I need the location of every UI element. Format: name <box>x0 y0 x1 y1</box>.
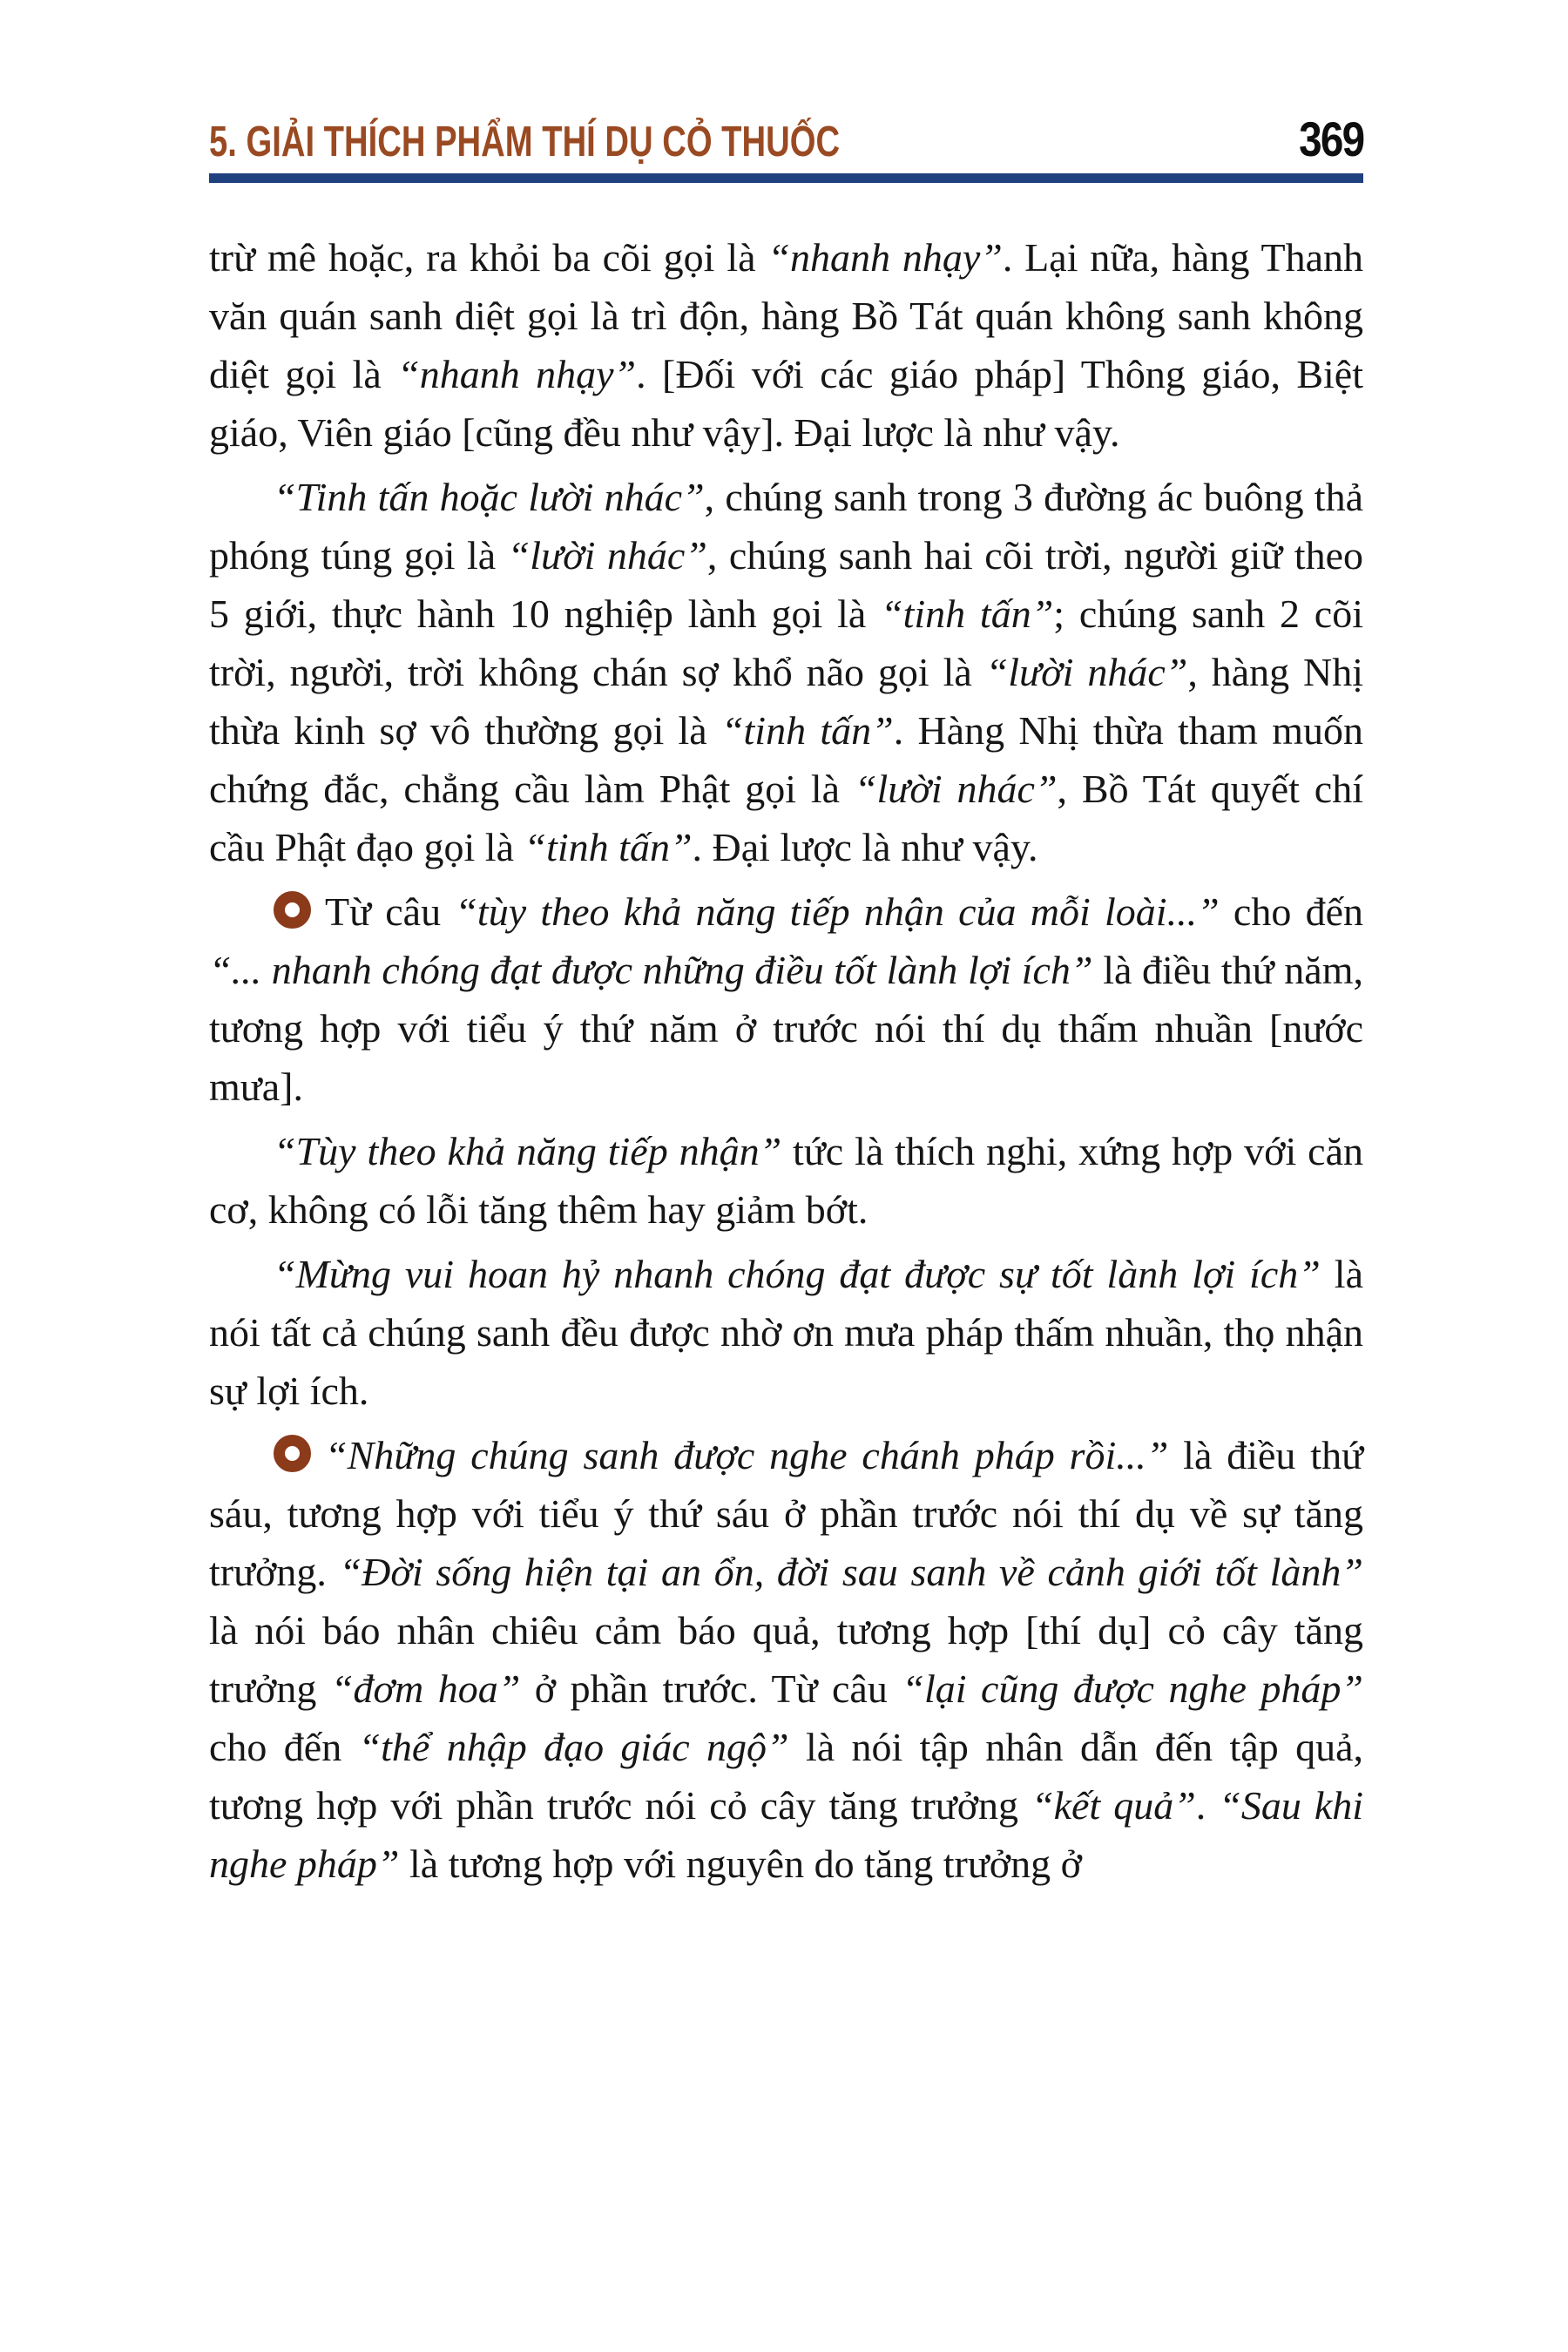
paragraph <box>209 228 1363 462</box>
quoted-italic-text: “lười nhác” <box>507 533 707 578</box>
quoted-italic-text: “tinh tấn” <box>524 825 693 869</box>
quoted-italic-text: “nhanh nhạy” <box>767 235 1003 280</box>
body-run: cho đến <box>1219 889 1363 934</box>
body-run: tức là thích nghi, xứng hợp với căn cơ, không có lỗi tăng thêm hay giảm bớt. <box>209 1129 1364 1232</box>
quoted-italic-text: “Tùy theo khả năng tiếp nhận” <box>274 1129 782 1173</box>
quoted-italic-text: “tinh tấn” <box>881 591 1054 636</box>
ring-bullet-icon <box>274 1435 311 1472</box>
body-run: ; chúng sanh 2 cõi trời, người, trời không chán sợ khổ não gọi là <box>209 591 1363 694</box>
page-number: 369 <box>1298 112 1363 166</box>
quoted-italic-text: “Đời sống hiện tại an ổn, đời sau sanh về cảnh giới tốt lành” <box>339 1550 1363 1594</box>
quoted-italic-text: “Tinh tấn hoặc lười nhác” <box>274 475 705 519</box>
body-run: cho đến <box>209 1725 359 1769</box>
page-header <box>209 113 1363 167</box>
body-run: là điều thứ năm, tương hợp với tiểu ý thứ năm ở trước nói thí dụ thấm nhuần [nước mưa]. <box>209 948 1364 1109</box>
quoted-italic-text: “lười nhác” <box>854 767 1058 811</box>
quoted-italic-text: “tinh tấn” <box>720 708 894 753</box>
quoted-italic-text: “tùy theo khả năng tiếp nhận của mỗi loài...” <box>455 889 1220 934</box>
body-run: ở phần trước. Từ câu <box>520 1666 902 1711</box>
body-run: là nói báo nhân chiêu cảm báo quả, tương hợp [thí dụ] cỏ cây tăng trưởng <box>209 1608 1363 1711</box>
chapter-title: 5. GIẢI THÍCH PHẨM THÍ DỤ CỎ THUỐC <box>209 118 841 166</box>
bullet-paragraph <box>209 882 1363 1116</box>
header-rule <box>209 173 1363 183</box>
quoted-italic-text: “nhanh nhạy” <box>397 352 637 396</box>
body-run: , chúng sanh hai cõi trời, người giữ theo 5 giới, thực hành 10 nghiệp lành gọi là <box>209 533 1363 636</box>
quoted-italic-text: “... nhanh chóng đạt được những điều tốt lành lợi ích” <box>209 948 1093 992</box>
body-run: Từ câu <box>325 889 456 934</box>
body-run: trừ mê hoặc, ra khỏi ba cõi gọi là <box>209 235 768 280</box>
bullet-paragraph <box>209 1426 1363 1893</box>
quoted-italic-text: “Sau khi nghe pháp” <box>209 1783 1364 1886</box>
quoted-italic-text: “lại cũng được nghe pháp” <box>902 1666 1363 1711</box>
quoted-italic-text: “đơm hoa” <box>330 1666 521 1711</box>
body-run: . <box>1195 1783 1220 1828</box>
body-run: , chúng sanh trong 3 đường ác buông thả phóng túng gọi là <box>209 475 1364 578</box>
body-run: là nói tất cả chúng sanh đều được nhờ ơn mưa pháp thấm nhuần, thọ nhận sự lợi ích. <box>209 1252 1363 1413</box>
body-text <box>209 228 1363 1893</box>
quoted-italic-text: “thể nhập đạo giác ngộ” <box>358 1725 789 1769</box>
quoted-italic-text: “lười nhác” <box>985 650 1188 694</box>
body-run: là điều thứ sáu, tương hợp với tiểu ý thứ sáu ở phần trước nói thí dụ về sự tăng trưởng. <box>209 1433 1364 1594</box>
body-run: . Lại nữa, hàng Thanh văn quán sanh diệt gọi là trì độn, hàng Bồ Tát quán không sanh không diệt gọi là <box>209 235 1363 396</box>
body-run: . Đại lược là như vậy. <box>692 825 1038 869</box>
body-run: là nói tập nhân dẫn đến tập quả, tương hợp với phần trước nói cỏ cây tăng trưởng <box>209 1725 1364 1828</box>
body-run: . [Đối với các giáo pháp] Thông giáo, Biệt giáo, Viên giáo [cũng đều như vậy]. Đại lược là như vậy. <box>209 352 1363 455</box>
paragraph <box>209 1122 1363 1239</box>
quoted-italic-text: “Những chúng sanh được nghe chánh pháp rồi...” <box>325 1433 1169 1477</box>
quoted-italic-text: “kết quả” <box>1031 1783 1196 1828</box>
body-run: , Bồ Tát quyết chí cầu Phật đạo gọi là <box>209 767 1363 869</box>
body-run: . Hàng Nhị thừa tham muốn chứng đắc, chẳng cầu làm Phật gọi là <box>209 708 1363 811</box>
paragraph <box>209 1245 1363 1420</box>
body-run: , hàng Nhị thừa kinh sợ vô thường gọi là <box>209 650 1363 753</box>
body-run: là tương hợp với nguyên do tăng trưởng ở <box>399 1842 1082 1886</box>
ring-bullet-icon <box>274 891 311 929</box>
paragraph <box>209 468 1363 876</box>
quoted-italic-text: “Mừng vui hoan hỷ nhanh chóng đạt được sự tốt lành lợi ích” <box>274 1252 1321 1296</box>
